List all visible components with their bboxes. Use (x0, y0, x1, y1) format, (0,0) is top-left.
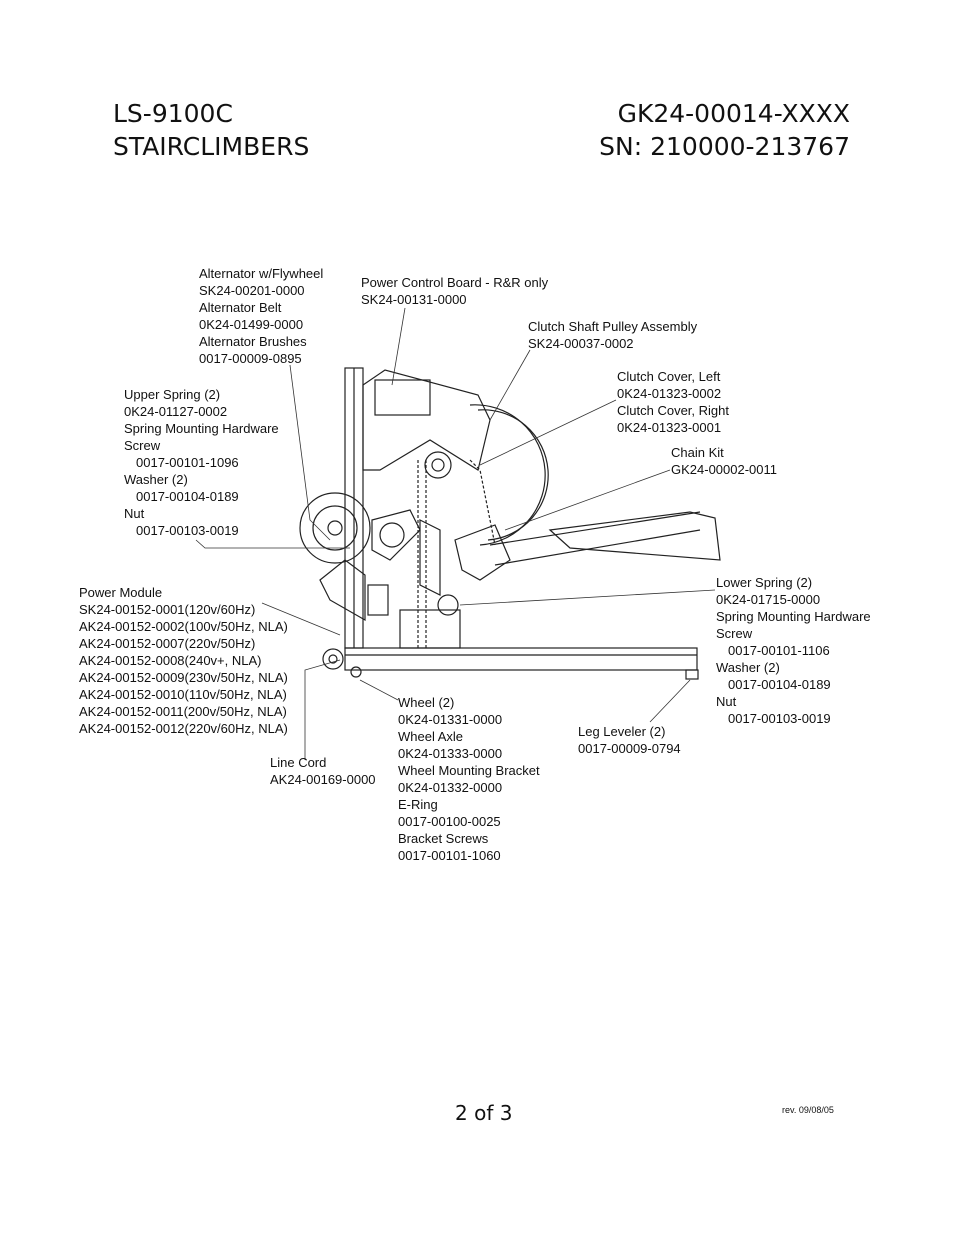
upper-spring-screw-part-number: 0017-00101-1096 (136, 455, 239, 470)
revision-date: rev. 09/08/05 (782, 1105, 834, 1115)
power-module (368, 585, 388, 615)
lower-spring-nut-part-number: 0017-00103-0019 (728, 711, 831, 726)
chain-kit-part-number: GK24-00002-0011 (671, 462, 778, 477)
e-ring-part-number: 0017-00100-0025 (398, 814, 501, 829)
power-module-part-3: AK24-00152-0007(220v/50Hz) (79, 636, 256, 651)
spring-pulley (380, 523, 404, 547)
line-cord-part-number: AK24-00169-0000 (270, 772, 376, 787)
callout-line-cord (270, 754, 376, 788)
power-control-board (375, 380, 430, 415)
power-module-part-4: AK24-00152-0008(240v+, NLA) (79, 653, 262, 668)
callout-power-control-board (361, 274, 548, 308)
clutch-cover-left-label: Clutch Cover, Left (617, 369, 721, 384)
line-cord-label: Line Cord (270, 755, 327, 770)
alternator-brushes-part-number: 0017-00009-0895 (199, 351, 302, 366)
kit-number: GK24-00014-XXXX (617, 99, 850, 128)
leader-lower-spring (460, 590, 715, 605)
lower-bracket (320, 560, 365, 620)
wheel-axle-label: Wheel Axle (398, 729, 464, 744)
lower-spring-screw-part-number: 0017-00101-1106 (728, 643, 830, 658)
wheel-bracket-label: Wheel Mounting Bracket (398, 763, 540, 778)
chain-kit-label: Chain Kit (671, 445, 724, 460)
leader-alternator (290, 365, 330, 540)
bracket-screws-label: Bracket Screws (398, 831, 489, 846)
pedal-arm-joint (455, 525, 510, 580)
callout-lower-spring (716, 574, 871, 727)
clutch-pulley-rim (470, 405, 545, 545)
wheel-axle-part-number: 0K24-01333-0000 (398, 746, 503, 761)
leader-leg-leveler (650, 680, 690, 722)
wheel-label: Wheel (2) (398, 695, 455, 710)
upper-spring-washer-part-number: 0017-00104-0189 (136, 489, 239, 504)
chain-diagonal (470, 460, 495, 545)
alternator-belt-part-number: 0K24-01499-0000 (199, 317, 304, 332)
leader-wheel (360, 680, 398, 700)
leader-upper-spring (196, 540, 350, 548)
upper-housing (363, 370, 490, 470)
power-module-part-7: AK24-00152-0011(200v/50Hz, NLA) (79, 704, 287, 719)
clutch-shaft-pulley-part-number: SK24-00037-0002 (528, 336, 634, 351)
alternator-part-number: SK24-00201-0000 (199, 283, 305, 298)
clutch-shaft-pulley-label: Clutch Shaft Pulley Assembly (528, 319, 698, 334)
e-ring-label: E-Ring (398, 797, 438, 812)
power-module-part-6: AK24-00152-0010(110v/50Hz, NLA) (79, 687, 287, 702)
flywheel-hub (328, 521, 342, 535)
wheel-bracket-part-number: 0K24-01332-0000 (398, 780, 503, 795)
front-wheel (323, 649, 343, 669)
power-module-part-8: AK24-00152-0012(220v/60Hz, NLA) (79, 721, 288, 736)
upper-spring-hardware-label: Spring Mounting Hardware (124, 421, 279, 436)
clutch-cover-right-part-number: 0K24-01323-0001 (617, 420, 722, 435)
upper-spring-screw-label: Screw (124, 438, 161, 453)
flywheel (300, 493, 370, 563)
leader-line-cord (305, 660, 340, 760)
lower-spring-mount (438, 595, 458, 615)
lower-spring-screw-label: Screw (716, 626, 753, 641)
power-control-board-label: Power Control Board - R&R only (361, 275, 549, 290)
callout-chain-kit (671, 444, 777, 478)
alternator-label: Alternator w/Flywheel (199, 266, 324, 281)
lower-drive-housing (400, 610, 460, 648)
wheel-bracket-foot (351, 667, 361, 677)
wheel-part-number: 0K24-01331-0000 (398, 712, 503, 727)
lower-spring-part-number: 0K24-01715-0000 (716, 592, 821, 607)
base-frame (345, 648, 697, 670)
alternator-brushes-label: Alternator Brushes (199, 334, 307, 349)
clutch-cover-left-part-number: 0K24-01323-0002 (617, 386, 722, 401)
callout-clutch-shaft-pulley (528, 318, 697, 352)
upper-spring-part-number: 0K24-01127-0002 (124, 404, 228, 419)
alternator-belt-label: Alternator Belt (199, 300, 282, 315)
lower-spring-nut-label: Nut (716, 694, 737, 709)
pedal-arm-bottom (495, 530, 700, 565)
lower-spring-label: Lower Spring (2) (716, 575, 813, 590)
lower-spring-washer-part-number: 0017-00104-0189 (728, 677, 831, 692)
drive-link (420, 520, 440, 595)
model-number: LS-9100C (113, 99, 233, 128)
callout-leg-leveler (578, 723, 681, 757)
power-module-part-1: SK24-00152-0001(120v/60Hz) (79, 602, 256, 617)
leg-leveler-label: Leg Leveler (2) (578, 724, 666, 739)
clutch-shaft-center (432, 459, 444, 471)
upper-spring-washer-label: Washer (2) (124, 472, 188, 487)
power-module-label: Power Module (79, 585, 163, 600)
leader-clutch-pulley (490, 350, 530, 420)
clutch-pulley-rim-inner (478, 410, 548, 540)
leg-leveler-part-number: 0017-00009-0794 (578, 741, 681, 756)
pedal (550, 512, 720, 560)
upper-spring-nut-part-number: 0017-00103-0019 (136, 523, 239, 538)
lower-spring-hardware-label: Spring Mounting Hardware (716, 609, 871, 624)
upper-spring-nut-label: Nut (124, 506, 145, 521)
callout-wheel (398, 694, 540, 864)
lower-spring-washer-label: Washer (2) (716, 660, 780, 675)
clutch-cover-right-label: Clutch Cover, Right (617, 403, 729, 418)
callout-alternator (199, 265, 323, 367)
clutch-shaft (425, 452, 451, 478)
upper-spring-label: Upper Spring (2) (124, 387, 221, 402)
upper-spring-mount (372, 510, 420, 560)
model-name: STAIRCLIMBERS (113, 132, 310, 161)
power-control-board-part-number: SK24-00131-0000 (361, 292, 467, 307)
serial-range: SN: 210000-213767 (599, 132, 850, 161)
callout-power-module (79, 584, 288, 737)
bracket-screws-part-number: 0017-00101-1060 (398, 848, 501, 863)
flywheel-inner (313, 506, 357, 550)
power-module-part-2: AK24-00152-0002(100v/50Hz, NLA) (79, 619, 288, 634)
leg-leveler (686, 670, 698, 679)
power-module-part-5: AK24-00152-0009(230v/50Hz, NLA) (79, 670, 288, 685)
page-number: 2 of 3 (455, 1101, 513, 1125)
callout-upper-spring (124, 386, 279, 539)
callout-clutch-cover (617, 368, 729, 436)
